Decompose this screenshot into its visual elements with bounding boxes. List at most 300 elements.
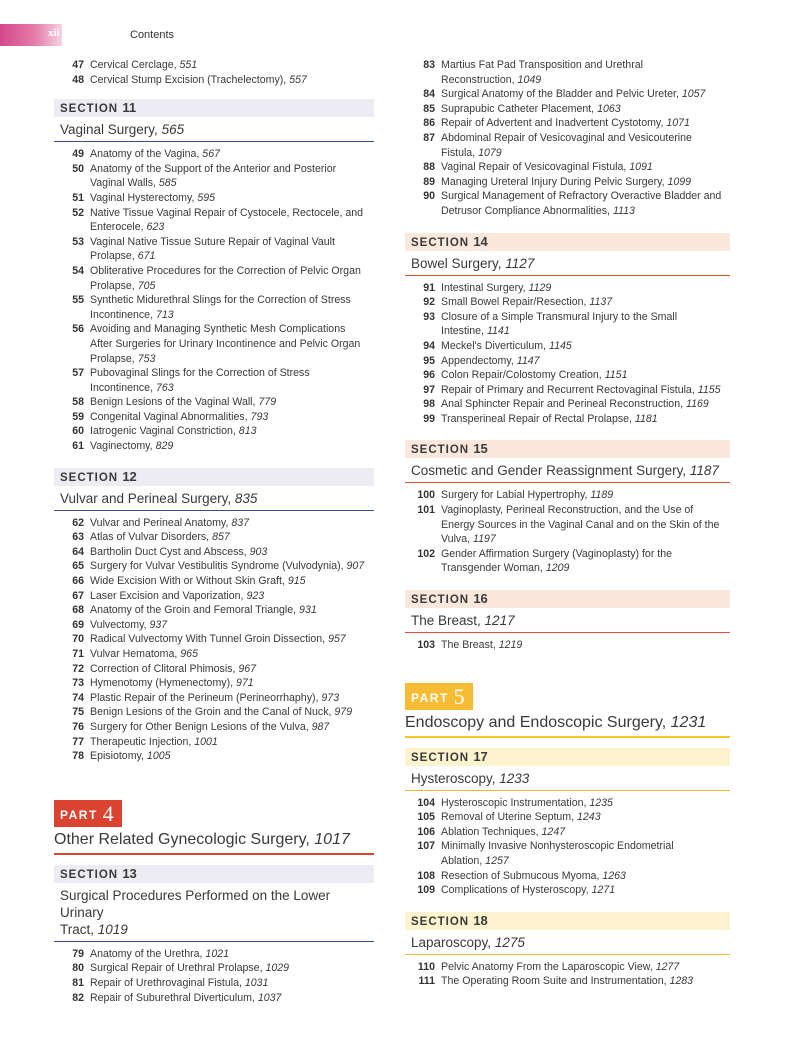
chapter-number: 97 <box>423 383 435 396</box>
chapter-title-continued: Energy Sources in the Vaginal Canal and on the Skin of the <box>441 518 720 531</box>
chapter-page: 1189 <box>590 489 614 502</box>
chapter-page: 1057 <box>681 88 706 101</box>
chapter-title: Episiotomy, <box>90 750 147 763</box>
chapter-page: 1155 <box>697 383 721 396</box>
left-column <box>54 58 374 1005</box>
chapter-title: The Breast, <box>441 639 499 652</box>
chapter-entry[interactable] <box>54 720 374 735</box>
chapter-title: Anatomy of the Urethra, <box>90 947 206 960</box>
chapter-entry-continued[interactable] <box>54 308 374 323</box>
chapter-number: 106 <box>417 825 435 838</box>
section-13-items <box>54 947 374 1005</box>
chapter-title-continued: Enterocele, <box>90 221 147 234</box>
chapter-title-continued: Incontinence, <box>90 381 156 394</box>
chapter-number: 94 <box>423 339 435 352</box>
chapter-title: Martius Fat Pad Transposition and Urethral <box>441 59 643 71</box>
chapter-title-continued: Fistula, <box>441 146 479 159</box>
chapter-number: 49 <box>72 148 84 161</box>
chapter-page: 979 <box>334 706 353 719</box>
section-17-label: SECTION 17 <box>405 748 730 766</box>
chapter-page: 829 <box>155 440 174 453</box>
chapter-title: Cervical Cerclage, <box>90 59 180 71</box>
section-15-items <box>405 488 730 576</box>
chapter-page: 557 <box>289 73 307 86</box>
chapter-title: Hysteroscopic Instrumentation, <box>441 796 590 809</box>
chapter-page: 1031 <box>244 976 269 989</box>
chapter-entry[interactable] <box>54 991 374 1006</box>
chapter-title: Surgery for Vulvar Vestibulitis Syndrome (Vulvodynia), <box>90 560 347 573</box>
chapter-title: Managing Ureteral Injury During Pelvic Surgery, <box>441 175 668 188</box>
chapter-title-continued: Ablation, <box>441 855 486 867</box>
chapter-number: 74 <box>72 691 84 704</box>
chapter-entry[interactable] <box>405 102 730 117</box>
chapter-entry[interactable] <box>54 961 374 976</box>
chapter-entry[interactable] <box>54 206 374 221</box>
chapter-title: Resection of Submucous Myoma, <box>441 869 603 882</box>
chapter-entry-continued[interactable] <box>54 220 374 235</box>
chapter-entry[interactable] <box>54 662 374 677</box>
chapter-entry[interactable] <box>405 796 730 811</box>
chapter-page: 1129 <box>528 281 552 294</box>
chapter-number: 50 <box>72 162 84 175</box>
chapter-title: Ablation Techniques, <box>441 825 542 838</box>
chapter-entry[interactable] <box>405 368 730 383</box>
chapter-entry[interactable] <box>405 638 730 653</box>
chapter-entry[interactable] <box>54 439 374 454</box>
chapter-page: 567 <box>202 148 220 161</box>
chapter-page: 813 <box>238 425 257 438</box>
chapter-page: 713 <box>155 308 174 321</box>
chapter-entry[interactable] <box>54 647 374 662</box>
chapter-entry[interactable] <box>405 488 730 503</box>
chapter-entry[interactable] <box>54 395 374 410</box>
chapter-page: 1145 <box>548 339 572 352</box>
chapter-page: 1071 <box>666 117 690 130</box>
chapter-title: Colon Repair/Colostomy Creation, <box>441 369 605 382</box>
chapter-title: Laser Excision and Vaporization, <box>90 589 247 602</box>
chapter-entry[interactable] <box>54 293 374 308</box>
chapter-entry[interactable] <box>405 131 730 146</box>
chapter-entry-continued[interactable] <box>405 73 730 88</box>
running-title: Contents <box>130 29 175 41</box>
chapter-title-continued: Vulva, <box>441 533 473 546</box>
chapter-entry[interactable] <box>405 825 730 840</box>
chapter-entry[interactable] <box>405 87 730 102</box>
chapter-entry[interactable] <box>405 883 730 898</box>
chapter-title-continued: After Surgeries for Urinary Incontinence and Pelvic Organ <box>90 337 361 350</box>
chapter-number: 96 <box>423 369 435 382</box>
chapter-entry[interactable] <box>54 574 374 589</box>
chapter-number: 82 <box>72 991 84 1004</box>
chapter-title: Vulvar Hematoma, <box>90 648 181 660</box>
chapter-entry[interactable] <box>54 632 374 647</box>
chapter-entry[interactable] <box>405 412 730 427</box>
chapter-number: 86 <box>423 117 435 130</box>
chapter-number: 103 <box>417 639 435 652</box>
chapter-number: 102 <box>417 547 435 560</box>
chapter-number: 109 <box>417 884 435 897</box>
chapter-entry[interactable] <box>54 705 374 720</box>
chapter-title: Bartholin Duct Cyst and Abscess, <box>90 545 250 558</box>
chapter-entry[interactable] <box>405 354 730 369</box>
chapter-title: Wide Excision With or Without Skin Graft, <box>90 575 288 588</box>
chapter-entry[interactable] <box>54 366 374 381</box>
chapter-page: 595 <box>197 191 216 204</box>
chapter-page: 967 <box>238 662 257 675</box>
part-4-title[interactable]: Other Related Gynecologic Surgery, 1017 <box>54 827 374 855</box>
chapter-number: 101 <box>417 504 435 517</box>
chapter-number: 95 <box>423 354 435 367</box>
chapter-page: 915 <box>287 575 306 588</box>
chapter-page: 1079 <box>478 146 502 159</box>
chapter-entry-continued[interactable] <box>405 324 730 339</box>
chapter-title: Removal of Uterine Septum, <box>441 811 578 824</box>
chapter-page: 965 <box>180 648 198 660</box>
chapter-entry[interactable] <box>54 424 374 439</box>
chapter-title: Vulvar and Perineal Anatomy, <box>90 516 232 529</box>
chapter-page: 1181 <box>634 412 658 425</box>
chapter-page: 1257 <box>485 855 509 867</box>
chapter-title: Anatomy of the Groin and Femoral Triangle, <box>90 604 300 617</box>
chapter-number: 68 <box>72 604 84 617</box>
chapter-entry[interactable] <box>54 191 374 206</box>
chapter-entry[interactable] <box>405 397 730 412</box>
chapter-number: 73 <box>72 677 84 690</box>
chapter-entry[interactable] <box>405 810 730 825</box>
chapter-entry[interactable] <box>54 147 374 162</box>
chapter-entry[interactable] <box>54 589 374 604</box>
chapter-number: 56 <box>72 323 84 336</box>
chapter-page: 1197 <box>473 533 496 546</box>
chapter-entry-continued[interactable] <box>405 518 730 533</box>
chapter-entry[interactable] <box>54 264 374 279</box>
chapter-page: 1005 <box>146 750 171 763</box>
chapter-entry[interactable] <box>54 322 374 337</box>
chapter-page: 1263 <box>602 869 626 882</box>
chapter-entry-continued[interactable] <box>54 381 374 396</box>
chapter-number: 111 <box>418 975 435 988</box>
chapter-number: 110 <box>417 960 435 973</box>
chapter-page: 957 <box>328 633 346 646</box>
section-18-label: SECTION 18 <box>405 912 730 930</box>
chapter-page: 1091 <box>629 161 653 174</box>
chapter-entry[interactable] <box>54 735 374 750</box>
chapter-title: Repair of Urethrovaginal Fistula, <box>90 976 245 989</box>
chapter-page: 1141 <box>486 325 510 338</box>
chapter-entry[interactable] <box>54 691 374 706</box>
chapter-page: 1209 <box>545 562 570 575</box>
chapter-entry[interactable] <box>405 547 730 562</box>
section-15-title[interactable]: Cosmetic and Gender Reassignment Surgery, 1187 <box>405 458 730 483</box>
chapter-entry[interactable] <box>405 281 730 296</box>
chapter-page: 837 <box>231 516 250 529</box>
chapter-entry-continued[interactable] <box>405 532 730 547</box>
chapter-entry[interactable] <box>54 162 374 177</box>
section-12-label: SECTION 12 <box>54 468 374 486</box>
chapter-page: 1235 <box>589 796 613 809</box>
part-5-title[interactable]: Endoscopy and Endoscopic Surgery, 1231 <box>405 710 730 738</box>
chapter-number: 79 <box>72 947 84 960</box>
part-5-block <box>405 683 730 738</box>
chapter-title: Iatrogenic Vaginal Constriction, <box>90 425 239 438</box>
section-16-items <box>405 638 730 653</box>
chapter-page: 973 <box>321 691 340 704</box>
chapter-title: Surgical Repair of Urethral Prolapse, <box>90 962 266 975</box>
chapter-title: Congenital Vaginal Abnormalities, <box>90 410 251 423</box>
chapter-page: 1147 <box>516 354 540 367</box>
chapter-title: Pelvic Anatomy From the Laparoscopic View, <box>441 960 656 973</box>
chapter-number: 108 <box>417 869 435 882</box>
chapter-page: 1271 <box>591 884 616 897</box>
chapter-number: 100 <box>417 489 435 502</box>
chapter-entry[interactable] <box>54 559 374 574</box>
chapter-title: Therapeutic Injection, <box>90 735 195 748</box>
section-12-items <box>54 516 374 764</box>
left-top-items <box>54 58 374 87</box>
chapter-entry[interactable] <box>54 947 374 962</box>
chapter-number: 85 <box>423 102 435 115</box>
chapter-entry[interactable] <box>54 516 374 531</box>
chapter-title: Surgery for Labial Hypertrophy, <box>441 489 591 502</box>
chapter-number: 52 <box>72 206 84 219</box>
chapter-title: Radical Vulvectomy With Tunnel Groin Dissection, <box>90 633 329 646</box>
chapter-number: 62 <box>72 516 84 529</box>
chapter-title-continued: Vaginal Walls, <box>90 177 159 190</box>
chapter-entry-continued[interactable] <box>405 854 730 869</box>
chapter-entry[interactable] <box>54 545 374 560</box>
chapter-page: 1001 <box>194 735 218 748</box>
chapter-page: 1113 <box>612 204 635 217</box>
chapter-entry[interactable] <box>54 73 374 88</box>
chapter-number: 78 <box>72 750 84 763</box>
chapter-entry-continued[interactable] <box>54 249 374 264</box>
chapter-number: 72 <box>72 662 84 675</box>
chapter-number: 47 <box>72 59 84 71</box>
chapter-title: Pubovaginal Slings for the Correction of Stress <box>90 367 310 380</box>
section-11-title[interactable]: Vaginal Surgery, 565 <box>54 117 374 142</box>
chapter-entry[interactable] <box>54 410 374 425</box>
section-16-title[interactable]: The Breast, 1217 <box>405 608 730 633</box>
chapter-entry[interactable] <box>405 503 730 518</box>
chapter-number: 99 <box>423 412 435 425</box>
chapter-title: Repair of Suburethral Diverticulum, <box>90 991 258 1004</box>
section-17-items <box>405 796 730 898</box>
chapter-number: 64 <box>72 545 84 558</box>
chapter-number: 104 <box>417 796 435 809</box>
chapter-title: Repair of Advertent and Inadvertent Cystotomy, <box>441 117 667 130</box>
chapter-title: Abdominal Repair of Vesicovaginal and Vesicouterine <box>441 131 692 144</box>
chapter-page: 1151 <box>604 369 628 382</box>
chapter-page: 1137 <box>589 296 613 309</box>
chapter-entry[interactable] <box>54 235 374 250</box>
section-18-title[interactable]: Laparoscopy, 1275 <box>405 930 730 955</box>
chapter-title: Anatomy of the Vagina, <box>90 148 203 161</box>
chapter-title-continued: Prolapse, <box>90 352 138 365</box>
chapter-number: 76 <box>72 720 84 733</box>
section-11-label: SECTION 11 <box>54 99 374 117</box>
chapter-page: 857 <box>212 531 230 544</box>
chapter-entry-continued[interactable] <box>405 561 730 576</box>
chapter-entry[interactable] <box>405 339 730 354</box>
chapter-page: 1063 <box>597 102 621 115</box>
chapter-page: 1247 <box>541 825 566 838</box>
chapter-number: 77 <box>72 735 84 748</box>
chapter-number: 71 <box>72 648 84 660</box>
chapter-title-continued: Detrusor Compliance Abnormalities, <box>441 204 613 217</box>
chapter-title-continued: Transgender Woman, <box>441 562 546 575</box>
chapter-entry[interactable] <box>405 310 730 325</box>
chapter-title: Gender Affirmation Surgery (Vaginoplasty) for the <box>441 547 673 560</box>
section-14-title[interactable]: Bowel Surgery, 1127 <box>405 251 730 276</box>
chapter-page: 753 <box>137 352 156 365</box>
chapter-number: 91 <box>423 281 435 294</box>
chapter-title: Anatomy of the Support of the Anterior and Posterior <box>90 162 337 175</box>
chapter-number: 65 <box>72 560 84 573</box>
chapter-entry[interactable] <box>405 116 730 131</box>
chapter-number: 88 <box>423 161 435 174</box>
section-14-label: SECTION 14 <box>405 233 730 251</box>
section-18-items <box>405 960 730 989</box>
chapter-number: 57 <box>72 367 84 380</box>
chapter-number: 87 <box>423 131 435 144</box>
chapter-title: Suprapubic Catheter Placement, <box>441 102 598 115</box>
section-11-items <box>54 147 374 453</box>
chapter-number: 51 <box>72 191 84 204</box>
chapter-title: Vulvectomy, <box>90 618 150 631</box>
chapter-number: 61 <box>72 440 84 453</box>
chapter-number: 81 <box>72 976 84 989</box>
chapter-title: The Operating Room Suite and Instrumentation, <box>441 975 670 988</box>
section-12-title[interactable]: Vulvar and Perineal Surgery, 835 <box>54 486 374 511</box>
chapter-number: 93 <box>423 310 435 323</box>
chapter-title: Atlas of Vulvar Disorders, <box>90 531 213 544</box>
chapter-page: 671 <box>137 250 156 263</box>
chapter-title: Avoiding and Managing Synthetic Mesh Complications <box>90 323 346 336</box>
chapter-page: 1277 <box>655 960 680 973</box>
chapter-entry[interactable] <box>405 295 730 310</box>
chapter-title: Plastic Repair of the Perineum (Perineorrhaphy), <box>90 691 322 704</box>
chapter-title: Surgery for Other Benign Lesions of the Vulva, <box>90 720 312 733</box>
chapter-number: 67 <box>72 589 84 602</box>
chapter-title: Synthetic Midurethral Slings for the Correction of Stress <box>90 294 351 307</box>
chapter-title: Native Tissue Vaginal Repair of Cystocele, Rectocele, and <box>90 206 364 219</box>
section-17-title[interactable]: Hysteroscopy, 1233 <box>405 766 730 791</box>
chapter-page: 1021 <box>205 947 229 960</box>
chapter-entry[interactable] <box>54 603 374 618</box>
chapter-number: 66 <box>72 575 84 588</box>
chapter-page: 585 <box>158 177 177 190</box>
chapter-page: 923 <box>246 589 265 602</box>
chapter-title: Cervical Stump Excision (Trachelectomy), <box>90 73 290 86</box>
chapter-title: Transperineal Repair of Rectal Prolapse, <box>441 412 635 425</box>
chapter-page: 1243 <box>577 811 601 824</box>
chapter-entry-continued[interactable] <box>405 146 730 161</box>
chapter-entry[interactable] <box>54 676 374 691</box>
chapter-title: Meckel's Diverticulum, <box>441 339 549 352</box>
page-folio: xii <box>48 27 60 39</box>
section-16-label: SECTION 16 <box>405 590 730 608</box>
chapter-entry[interactable] <box>54 530 374 545</box>
chapter-page: 705 <box>137 279 156 292</box>
chapter-title: Appendectomy, <box>441 354 517 367</box>
chapter-page: 763 <box>155 381 174 394</box>
chapter-title-continued: Reconstruction, <box>441 73 518 86</box>
chapter-page: 1049 <box>517 73 542 86</box>
section-13-title[interactable]: Surgical Procedures Performed on the Lower Urinary Tract, 1019 <box>54 883 374 942</box>
chapter-number: 63 <box>72 531 84 544</box>
chapter-page: 987 <box>311 720 330 733</box>
chapter-title-continued: Prolapse, <box>90 279 138 292</box>
part-5-label: PART 5 <box>405 683 473 710</box>
chapter-number: 83 <box>423 59 435 71</box>
chapter-number: 48 <box>72 73 84 86</box>
chapter-number: 60 <box>72 425 84 438</box>
chapter-title: Anal Sphincter Repair and Perineal Reconstruction, <box>441 398 686 411</box>
chapter-number: 70 <box>72 633 84 646</box>
chapter-title-continued: Incontinence, <box>90 308 156 321</box>
chapter-title: Repair of Primary and Recurrent Rectovaginal Fistula, <box>441 383 698 396</box>
chapter-title: Vaginectomy, <box>90 440 156 453</box>
chapter-number: 84 <box>423 88 435 101</box>
chapter-entry[interactable] <box>405 974 730 989</box>
chapter-entry-continued[interactable] <box>54 279 374 294</box>
chapter-entry[interactable] <box>54 749 374 764</box>
chapter-page: 779 <box>258 396 277 409</box>
part-4-label: PART 4 <box>54 800 122 827</box>
chapter-entry[interactable] <box>405 869 730 884</box>
chapter-entry[interactable] <box>405 189 730 204</box>
right-column <box>405 58 730 989</box>
chapter-entry[interactable] <box>405 160 730 175</box>
chapter-page: 793 <box>250 410 269 423</box>
chapter-number: 107 <box>417 840 435 853</box>
chapter-title-continued: Intestine, <box>441 325 487 338</box>
chapter-number: 98 <box>423 398 435 411</box>
chapter-page: 971 <box>236 677 254 690</box>
chapter-entry[interactable] <box>405 960 730 975</box>
chapter-page: 1219 <box>498 639 523 652</box>
chapter-number: 105 <box>417 811 435 824</box>
chapter-entry-continued[interactable] <box>54 176 374 191</box>
chapter-title: Minimally Invasive Nonhysteroscopic Endometrial <box>441 840 674 853</box>
chapter-entry[interactable] <box>54 976 374 991</box>
chapter-page: 1099 <box>667 175 692 188</box>
chapter-page: 1037 <box>257 991 282 1004</box>
chapter-title: Vaginal Native Tissue Suture Repair of Vaginal Vault <box>90 235 335 248</box>
chapter-entry-continued[interactable] <box>54 337 374 352</box>
chapter-title: Surgical Management of Refractory Overactive Bladder and <box>441 190 722 203</box>
chapter-page: 937 <box>149 618 168 631</box>
chapter-entry[interactable] <box>54 618 374 633</box>
chapter-entry[interactable] <box>405 383 730 398</box>
part-4-block <box>54 800 374 855</box>
chapter-entry-continued[interactable] <box>405 204 730 219</box>
chapter-number: 53 <box>72 235 84 248</box>
chapter-title: Correction of Clitoral Phimosis, <box>90 662 239 675</box>
chapter-page: 1029 <box>265 962 290 975</box>
chapter-title: Small Bowel Repair/Resection, <box>441 296 590 309</box>
chapter-entry-continued[interactable] <box>54 352 374 367</box>
chapter-entry[interactable] <box>405 175 730 190</box>
chapter-number: 54 <box>72 264 84 277</box>
chapter-entry[interactable] <box>54 58 374 73</box>
section-15-label: SECTION 15 <box>405 440 730 458</box>
chapter-title: Surgical Anatomy of the Bladder and Pelvic Ureter, <box>441 88 682 101</box>
chapter-entry[interactable] <box>405 58 730 73</box>
chapter-entry[interactable] <box>405 839 730 854</box>
chapter-page: 1283 <box>669 975 694 988</box>
chapter-title: Benign Lesions of the Vaginal Wall, <box>90 396 259 409</box>
